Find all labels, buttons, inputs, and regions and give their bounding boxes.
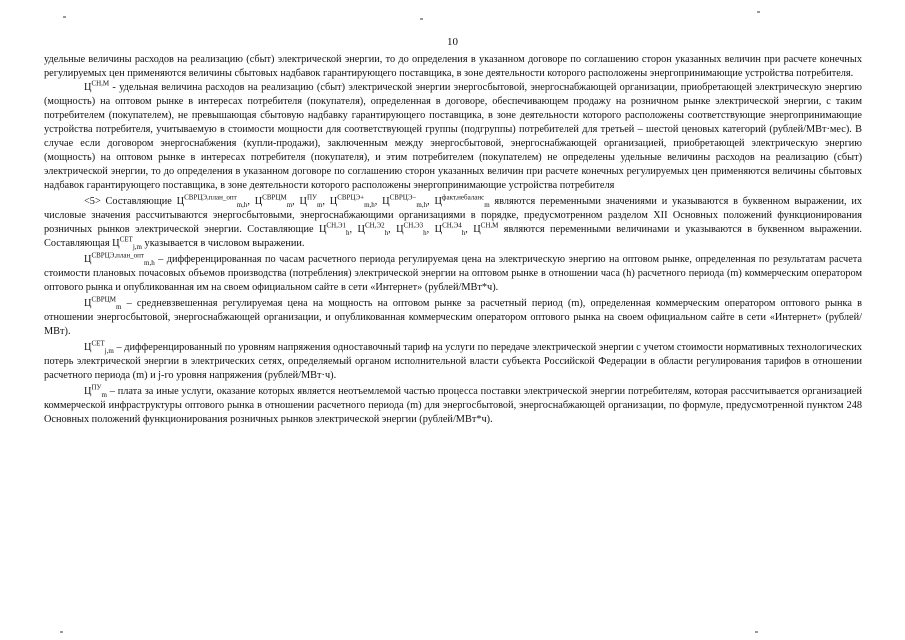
- paragraph-footnote-5: <5> Составляющие $Ц^{СВРЦЭ,план\_опт}_{m,h}$, $Ц^{СВРЦМ}_m$, $Ц^{ПУ}_m$, $Ц^{СВРЦЭ+}_{m,h}$, $Ц^{СВРЦЭ-}_{m,h}$, $Ц^{факт,небаланс}_m$ являются переменными значениями и указываются в буквенном выражении, их числовые значения рассчитываются энергосбытовыми, энергоснабжающими организациями в порядке, предусмотренном разделом XII Основных положений функционирования розничных рынков электрической энергии. Составляющие $Ц^{СН,Э1}_h$, $Ц^{СН,Э2}_h$, $Ц^{СН,Э3}_h$, $Ц^{СН,Э4}_h$, $Ц^{СН,М}$ являются переменными величинами и указываются в буквенном выражении. Составляющая $Ц^{СЕТ}_{j,m}$ указывается в числовом выражении.: [44, 193, 863, 252]
- price-symbol: Ц: [84, 82, 92, 93]
- document-body: [44, 53, 862, 427]
- scan-mark: [63, 16, 66, 18]
- paragraph-csnm: $Ц^{СН,М}$ - удельная величина расходов на реализацию (сбыт) электрической энергии энергосбытовой, энергоснабжающей организации, приобретающей электрическую энергию (мощность) на оптовом рынке в интересах потребителя (покупателя), определенная в договоре, обеспечивающем продажу на розничном рынке электрической энергии, с таким потребителем (покупателем), не превышающая сбытовую надбавку гарантирующего поставщика, в зоне деятельности которого расположены соответствующие энергопринимающие устройства потребителя, учитываемую в стоимости мощности для соответствующей группы (подгруппы) потребителей для третьей – шестой ценовых категорий (рублей/МВт·мес). В случае если договором энергоснабжения (купли-продажи), заключенным между энергосбытовой, энергоснабжающей организацией, приобретающей электрическую энергию (мощность) на оптовом рынке в интересах потребителя (покупателя), и этим потребителем (покупателем) не определены удельные величины расходов на реализацию (сбыт) электрической энергии, то до определения в указанном договоре по соглашению сторон указанных величин при расчете конечных регулируемых цен применяются величины сбытовых надбавок гарантирующего поставщика, в зоне деятельности которого расположены энергопринимающие устройства потребителя: [44, 79, 862, 191]
- paragraph-pu: $Ц^{ПУ}_m$ – плата за иные услуги, оказание которых является неотъемлемой частью процесса поставки электрической энергии потребителям, которая рассчитывается организацией коммерческой инфраструктуры оптового рынка в отношении расчетного периода (m) для энергосбытовой, энергоснабжающей организации, по формуле, предусмотренной пунктом 248 Основных положений функционирования розничных рынков электрической энергии (рублей/МВт*ч).: [44, 383, 862, 425]
- paragraph-intro: удельные величины расходов на реализацию (сбыт) электрической энергии, то до определения в указанном договоре по соглашению сторон указанных величин при расчете конечных регулируемых цен применяются величины сбытовых надбавок гарантирующего поставщика, в зоне деятельности которого расположены энергопринимающие устройства потребителя.: [44, 54, 862, 79]
- paragraph-set: $Ц^{СЕТ}_{j,m}$ – дифференцированный по уровням напряжения одноставочный тариф на услуги по передаче электрической энергии с учетом стоимости нормативных технологических потерь электрической энергии в электрических сетях, определяемый органом исполнительной власти субъекта Российской Федерации в области регулирования тарифов в отношении расчетного периода (m) и j-го уровня напряжения (рублей/МВт·ч).: [44, 339, 862, 381]
- scan-mark: [60, 631, 63, 633]
- scan-mark: [420, 18, 423, 20]
- paragraph-svrcm: $Ц^{СВРЦМ}_m$ – средневзвешенная регулируемая цена на мощность на оптовом рынке за расчетный период (m), определенная коммерческим оператором оптового рынка в отношении энергосбытовой, энергоснабжающей организации, и опубликованная коммерческим оператором оптового рынка на своем официальном сайте в сети «Интернет» (рублей/МВт).: [44, 295, 862, 337]
- scan-mark: [757, 11, 760, 13]
- paragraph-svrce: $Ц^{СВРЦЭ,план\_опт}_{m,h}$ – дифференцированная по часам расчетного периода регулируемая цена на электрическую энергию на оптовом рынке, определенная по результатам расчета стоимости плановых почасовых объемов производства (потребления) электрической энергии на оптовом рынке в отношении часа (h) расчетного периода (m) коммерческим оператором оптового рынка и опубликованная им на своем официальном сайте в сети «Интернет» (рублей/МВт*ч).: [44, 251, 862, 293]
- scan-mark: [755, 631, 758, 633]
- page-number: 10: [447, 36, 458, 48]
